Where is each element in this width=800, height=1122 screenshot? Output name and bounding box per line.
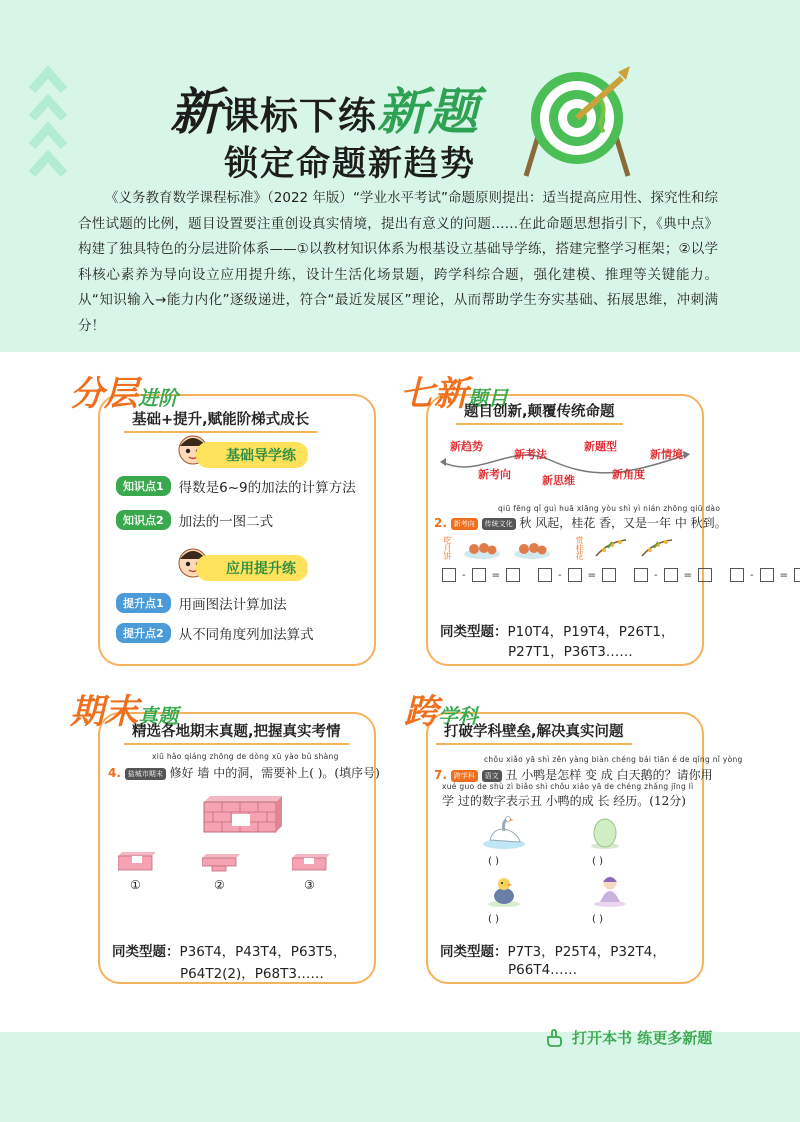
- cross-same-label: 同类型题：: [440, 944, 508, 960]
- new-title: 七新题目: [400, 374, 508, 414]
- mooncake-plate-icon: [512, 538, 552, 560]
- t1-text: 用画图法计算加法: [178, 597, 287, 613]
- flow-item-6: 新角度: [612, 468, 645, 481]
- target-arrow-icon: [522, 60, 632, 180]
- new-pinyin: qiū fēng qǐ guì huā xiāng yòu shì yì nián zhōng qiū dào: [498, 504, 721, 513]
- layered-subtitle: 基础+提升,赋能阶梯式成长: [124, 408, 317, 433]
- cross-title: 跨学科: [404, 692, 478, 732]
- t2-tag: 提升点2: [116, 623, 171, 643]
- basic-badge: 基础导学练: [196, 442, 308, 468]
- egg-icon: [588, 818, 622, 850]
- flow-item-1: 新趋势: [450, 440, 483, 453]
- final-qtag: 盐城市期末: [125, 768, 166, 780]
- layered-k2: [116, 510, 273, 530]
- t1-tag: 提升点1: [116, 593, 171, 613]
- new-subtitle: 题目创新,颠覆传统命题: [456, 400, 623, 425]
- cross-qnum: 7.: [434, 768, 447, 782]
- k1-text: 得数是6~9的加法的计算方法: [178, 480, 356, 496]
- final-option-1: ①: [130, 878, 141, 892]
- new-same-label: 同类型题：: [440, 624, 508, 640]
- new-qtext: 秋 风起，桂花 香，又是一年 中 秋到。: [519, 516, 727, 530]
- flow-item-4: 新思维: [542, 474, 575, 487]
- brick-option-3-icon: [292, 852, 330, 872]
- cross-paren-3: ( ): [488, 914, 499, 925]
- cross-same-line1: P7T3，P25T4，P32T4，: [507, 944, 666, 960]
- layered-k1: [116, 476, 356, 496]
- label-osmanthus: 赏桂花: [575, 536, 584, 560]
- osmanthus-branch-icon: [640, 536, 674, 560]
- cross-same-type: [440, 940, 666, 960]
- label-mooncake: 吃月饼: [443, 536, 452, 560]
- new-question: [434, 514, 727, 531]
- final-pinyin: xiū hǎo qiáng zhōng de dòng xū yào bǔ shàng: [152, 752, 339, 761]
- hero-title-new: 新: [170, 83, 221, 141]
- cross-paren-4: ( ): [592, 914, 603, 925]
- hero-title-line2: 锁定命题新趋势: [224, 144, 476, 184]
- k2-text: 加法的一图二式: [178, 514, 274, 530]
- hero-title-middle: 课标下练: [221, 94, 378, 138]
- final-subtitle: 精选各地期末真题,把握真实考情: [124, 720, 349, 745]
- cross-qtag1: 跨学科: [451, 770, 478, 782]
- hero-title-line1: [170, 72, 479, 144]
- brick-option-2-icon: [202, 852, 240, 872]
- final-same-line1: P36T4，P43T4，P63T5，: [179, 944, 347, 960]
- final-same-label: 同类型题：: [112, 944, 180, 960]
- swan-icon: [482, 816, 526, 850]
- layered-t2: [116, 623, 314, 643]
- cross-pinyin2: xué guo de shù zì biǎo shì chǒu xiǎo yā de chéng zhǎng jīng lì: [442, 782, 694, 791]
- t2-text: 从不同角度列加法算式: [178, 627, 314, 643]
- new-qnum: 2.: [434, 516, 447, 530]
- flow-item-5: 新题型: [584, 440, 617, 453]
- new-same-line1: P10T4，P19T4，P26T1，: [507, 624, 675, 640]
- footer-text: 打开本书 练更多新题: [572, 1029, 713, 1047]
- final-qnum: 4.: [108, 766, 121, 780]
- new-qtag2: 传统文化: [482, 518, 516, 530]
- k2-tag: 知识点2: [116, 510, 171, 530]
- brick-wall-icon: [198, 796, 282, 834]
- intro-paragraph: 《义务教育数学课程标准》（2022 年版）“学业水平考试”命题原则提出：适当提高应用性、探究性和综合性试题的比例，题目设置要注重创设真实情境，提出有意义的问题……在此命题思想指引下，《典中点》构建了独具特色的分层进阶体系——①以教材知识体系为根基设立基础导学练，搭建完整学习框架；②以学科核心素养为导向设立应用提升练，设计生活化场景题，跨学科综合题，强化建模、推理等关键能力。从“知识输入→能力内化”逐级递进，符合“最近发展区”理论，从而帮助学生夯实基础、拓展思维，冲刺满分！: [78, 190, 718, 334]
- osmanthus-branch-icon: [594, 536, 628, 560]
- brick-option-1-icon: [118, 850, 156, 872]
- hero-title-newq: 新题: [377, 83, 480, 141]
- hand-pointer-icon: [546, 1029, 568, 1047]
- final-same-line2: P64T2(2)，P68T3……: [180, 966, 324, 982]
- final-same-type: [112, 940, 346, 960]
- duckling-icon: [486, 874, 522, 908]
- flow-item-7: 新情境: [650, 448, 683, 461]
- layered-t1: [116, 593, 287, 613]
- new-same-type: [440, 620, 674, 640]
- cross-question-line2: 学 过的数字表示丑 小鸭的成 长 经历。(12分): [442, 794, 686, 808]
- flow-item-3: 新考法: [514, 448, 547, 461]
- footer-slogan: [546, 1027, 712, 1048]
- app-badge: 应用提升练: [196, 555, 308, 581]
- cross-question-line1: [434, 766, 713, 783]
- cross-qline1: 丑 小鸭是怎样 变 成 白天鹅的？请你用: [505, 768, 713, 782]
- layered-title: 分层进阶: [70, 374, 178, 414]
- cross-qtag2: 语文: [482, 770, 502, 782]
- new-qtag1: 新考向: [451, 518, 478, 530]
- final-qtext: 修好 墙 中的洞，需要补上( )。(填序号): [169, 766, 380, 780]
- cross-subtitle: 打破学科壁垒,解决真实问题: [436, 720, 632, 745]
- answer-boxes: - = - = - = - =: [442, 568, 800, 582]
- final-option-2: ②: [214, 878, 225, 892]
- chevron-decoration-icon: [28, 60, 68, 180]
- final-option-3: ③: [304, 878, 315, 892]
- cross-paren-2: ( ): [592, 856, 603, 867]
- duck-girl-icon: [592, 872, 628, 908]
- final-title: 期末真题: [70, 692, 178, 732]
- final-question: [108, 764, 380, 781]
- k1-tag: 知识点1: [116, 476, 171, 496]
- mooncake-plate-icon: [462, 538, 502, 560]
- cross-paren-1: ( ): [488, 856, 499, 867]
- flow-item-2: 新考向: [478, 468, 511, 481]
- new-same-line2: P27T1，P36T3……: [508, 644, 633, 660]
- cross-same-line2: P66T4……: [508, 962, 578, 978]
- cross-pinyin1: chǒu xiǎo yā shì zěn yàng biàn chéng bái tiān é de qǐng nǐ yòng: [484, 755, 743, 764]
